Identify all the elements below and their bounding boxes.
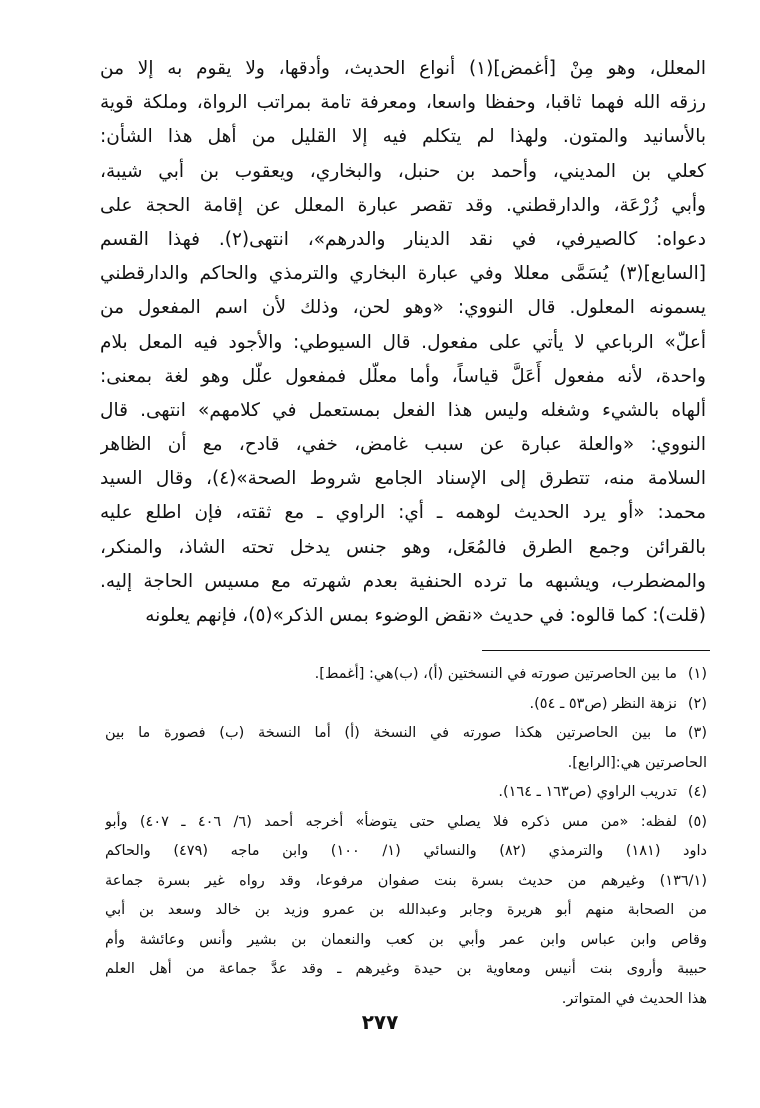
footnote-text: لفظه: «من مس ذكره فلا يصلي حتى يتوضأ» أخرجه أحمد (٦/ ٤٠٦ ـ ٤٠٧) وأبو xyxy=(105,813,677,830)
footnote-number: (١) xyxy=(687,666,707,682)
footnote-text: ما بين الحاصرتين هكذا صورته في النسخة (أ) أما النسخة (ب) فصورة ما بين xyxy=(105,725,677,741)
footnote-text: وقاص وابن عباس وابن عمر وأبي بن كعب والنعمان بن بشير وأنس وعائشة وأم xyxy=(105,931,707,948)
footnote-text: نزهة النظر (ص٥٣ ـ ٥٤). xyxy=(529,695,677,712)
footnotes-block xyxy=(105,660,707,1014)
text-line: وأبي زُرْعَة، والدارقطني. وقد تقصر عبارة المعلل عن إقامة الحجة على xyxy=(100,194,706,216)
text-line: السلامة منه، تتطرق إلى الإسناد الجامع شروط الصحة»(٤)، وقال السيد xyxy=(100,468,706,490)
main-text-block xyxy=(100,52,706,633)
footnote-text: هذا الحديث في المتواتر. xyxy=(561,990,707,1007)
footnote-text: (١٣٦/١) وغيرهم من حديث بسرة بنت صفوان مرفوعا، وقد رواه غير بسرة جماعة xyxy=(105,872,707,889)
text-line: دعواه: كالصيرفي، في نقد الدينار والدرهم»، انتهى(٢). فهذا القسم xyxy=(100,228,706,250)
text-line: بالقرائن وجمع الطرق فالمُعَل، وهو جنس يدخل تحته الشاذ، والمنكر، xyxy=(100,536,706,558)
footnote-text: ما بين الحاصرتين صورته في النسختين (أ)، (ب)هي: [أغمط]. xyxy=(314,666,677,682)
text-line: ألهاه بالشيء وشغله وليس هذا الفعل بمستعمل في كلامهم» انتهى. قال xyxy=(100,399,706,421)
footnote-number: (٣) xyxy=(687,725,707,741)
footnote-3 xyxy=(105,719,707,778)
footnote-1 xyxy=(105,660,707,690)
text-line: المعلل، وهو مِنْ [أغمض](١) أنواع الحديث، وأدقها، ولا يقوم به إلا من xyxy=(100,58,706,79)
text-line: يسمونه المعلول. قال النووي: «وهو لحن، وذلك لأن اسم المفعول من xyxy=(100,297,706,319)
footnote-separator xyxy=(482,650,710,651)
footnote-number: (٥) xyxy=(687,813,707,830)
text-line: محمد: «أو يرد الحديث لوهمه ـ أي: الراوي ـ مع ثقته، فإن اطلع عليه xyxy=(100,502,706,524)
text-line: (قلت): كما قالوه: في حديث «نقض الوضوء بمس الذكر»(٥)، فإنهم يعلونه xyxy=(145,605,706,626)
footnote-text: الحاصرتين هي:[الرابع]. xyxy=(567,754,707,771)
text-line: [السابع](٣) يُسَمَّى معللا وفي عبارة البخاري والترمذي والحاكم والدارقطني xyxy=(100,263,706,285)
text-line: بالأسانيد والمتون. ولهذا لم يتكلم فيه إلا القليل من أهل هذا الشأن: xyxy=(100,126,706,148)
footnote-5 xyxy=(105,808,707,1015)
footnote-4 xyxy=(105,778,707,808)
footnote-2 xyxy=(105,690,707,720)
text-line: أعلّ» الرباعي لا يأتي على مفعول. قال السيوطي: والأجود فيه المعل بلام xyxy=(100,331,706,353)
text-line: كعلي بن المديني، وأحمد بن حنبل، والبخاري، ويعقوب بن أبي شيبة، xyxy=(100,160,706,182)
footnote-text: داود (١٨١) والترمذي (٨٢) والنسائي (١/ ١٠٠) وابن ماجه (٤٧٩) والحاكم xyxy=(105,843,707,859)
footnote-text: تدريب الراوي (ص١٦٣ ـ ١٦٤). xyxy=(498,784,677,800)
footnote-text: من الصحابة منهم أبو هريرة وجابر وعبدالله بن عمرو وزيد بن خالد وسعد بن أبي xyxy=(105,902,707,918)
footnote-number: (٤) xyxy=(687,784,707,800)
text-line: النووي: «والعلة عبارة عن سبب غامض، خفي، قادح، مع أن الظاهر xyxy=(100,434,706,456)
text-line: والمضطرب، ويشبهه ما ترده الحنفية بعدم شهرته مع مسيس الحاجة إليه. xyxy=(100,570,706,592)
page-number: ٢٧٧ xyxy=(361,1010,399,1034)
text-line: واحدة، لأنه مفعول أَعَلَّ قياساً، وأما معلّل فمفعول علّل وهو لغة بمعنى: xyxy=(100,365,706,387)
footnote-text: حبيبة وأروى بنت أنيس ومعاوية بن حيدة وغيرهم ـ وقد عدَّ جماعة من أهل العلم xyxy=(105,961,707,977)
text-line: رزقه الله فهما ثاقبا، وحفظا واسعا، ومعرفة تامة بمراتب الرواة، وملكة قوية xyxy=(100,92,706,114)
footnote-number: (٢) xyxy=(687,695,707,712)
